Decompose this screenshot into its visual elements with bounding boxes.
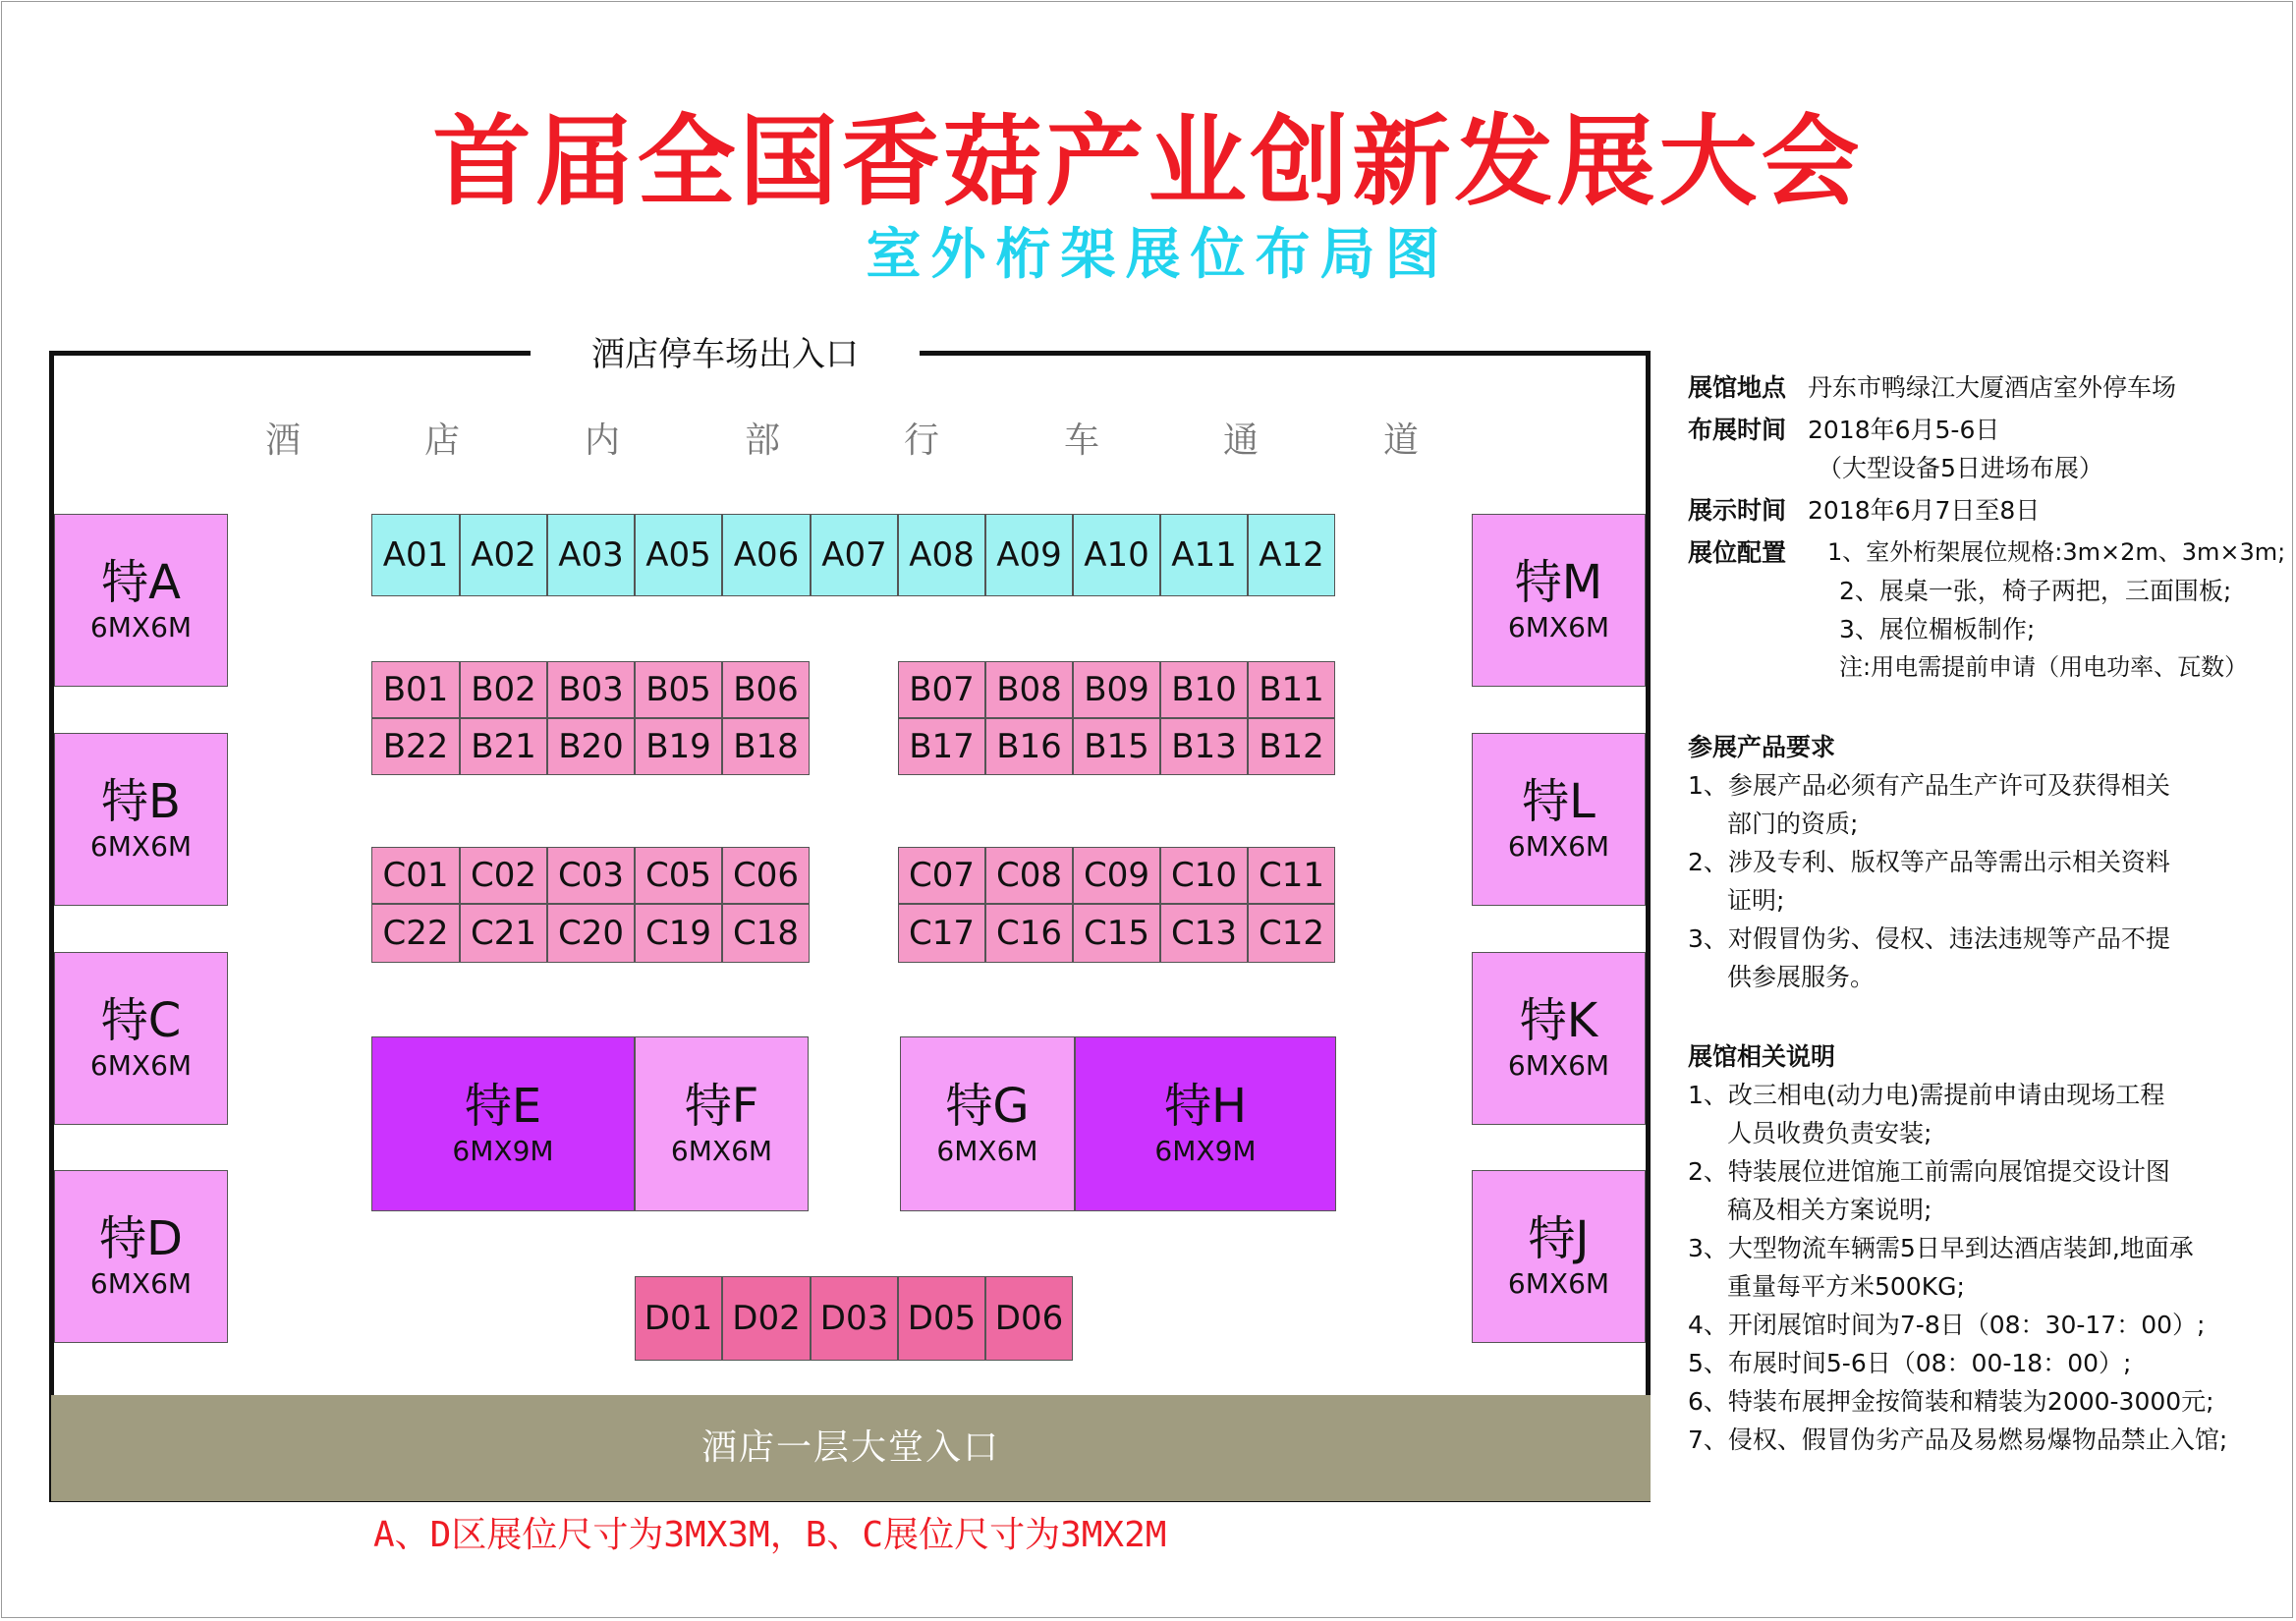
booth-b: B02	[460, 661, 547, 718]
booth-a: A07	[811, 514, 898, 596]
info-panel	[1688, 368, 2286, 1459]
config-item: 2、展桌一张，椅子两把，三面围板;	[1839, 577, 2232, 605]
products-item: 2、涉及专利、版权等产品等需出示相关资料	[1688, 848, 2170, 876]
special-booth-h	[1075, 1036, 1336, 1211]
config-row	[1688, 533, 2286, 572]
venue-note-cont: 人员收费负责安装;	[1727, 1119, 1932, 1147]
special-booth-size: 6MX6M	[1507, 1267, 1610, 1300]
special-booth-size: 6MX6M	[936, 1135, 1038, 1167]
special-booth-name: 特F	[684, 1079, 759, 1134]
road-char: 内	[584, 420, 620, 461]
booth-c: C10	[1160, 847, 1248, 904]
special-booth-name: 特A	[101, 555, 181, 610]
booth-b: B12	[1248, 718, 1335, 775]
booth-b: B03	[547, 661, 635, 718]
show-row	[1688, 491, 2277, 530]
special-booth-name: 特D	[99, 1211, 183, 1266]
special-booth-size: 6MX9M	[452, 1135, 554, 1167]
venue-note: 5、布展时间5-6日（08：00-18：00）;	[1688, 1349, 2132, 1377]
booth-b: B21	[460, 718, 547, 775]
special-booth-name: 特H	[1163, 1079, 1248, 1134]
booth-b: B07	[898, 661, 985, 718]
special-booth-name: 特E	[464, 1079, 542, 1134]
booth-b: B18	[722, 718, 810, 775]
products-item-cont: 证明;	[1727, 886, 1785, 915]
special-booth-l	[1472, 733, 1646, 906]
setup-key: 布展时间	[1688, 416, 1787, 444]
venue-note-cont: 稿及相关方案说明;	[1727, 1196, 1932, 1224]
road-char: 店	[423, 420, 460, 461]
lobby-entrance: 酒店一层大堂入口	[51, 1395, 1651, 1501]
booth-a: A05	[635, 514, 722, 596]
venue-wall-right	[1646, 351, 1651, 1502]
booth-c: C02	[460, 847, 547, 904]
booth-a: A02	[460, 514, 547, 596]
special-booth-name: 特L	[1522, 774, 1596, 829]
booth-b: B15	[1073, 718, 1160, 775]
special-booth-name: 特B	[101, 774, 181, 829]
venue-notes-title: 展馆相关说明	[1688, 1042, 1836, 1071]
special-booth-name: 特M	[1514, 555, 1603, 610]
booth-c: C17	[898, 904, 985, 963]
special-booth-e	[371, 1036, 635, 1211]
booth-c: C08	[985, 847, 1073, 904]
setup-value: 2018年6月5-6日	[1808, 416, 2000, 444]
special-booth-size: 6MX6M	[89, 1267, 193, 1300]
special-booth-name: 特J	[1528, 1211, 1590, 1266]
road-char: 道	[1382, 420, 1419, 461]
venue-note: 1、改三相电(动力电)需提前申请由现场工程	[1688, 1081, 2165, 1109]
booth-c: C12	[1248, 904, 1335, 963]
venue-note: 2、特装展位进馆施工前需向展馆提交设计图	[1688, 1157, 2170, 1186]
show-value: 2018年6月7日至8日	[1808, 496, 2041, 525]
booth-c: C21	[460, 904, 547, 963]
config-item: 1、室外桁架展位规格:3m×2m、3m×3m;	[1827, 538, 2286, 566]
booth-b: B16	[985, 718, 1073, 775]
setup-note: （大型设备5日进场布展）	[1818, 454, 2103, 482]
special-booth-d	[54, 1170, 228, 1343]
booth-c: C01	[371, 847, 460, 904]
parking-entrance-label: 酒店停车场出入口	[531, 330, 920, 379]
special-booth-j	[1472, 1170, 1646, 1343]
booth-b: B19	[635, 718, 722, 775]
booth-d: D01	[635, 1276, 722, 1361]
booth-b: B05	[635, 661, 722, 718]
booth-c: C11	[1248, 847, 1335, 904]
booth-a: A11	[1160, 514, 1248, 596]
products-item-cont: 供参展服务。	[1727, 963, 1876, 991]
booth-c: C07	[898, 847, 985, 904]
booth-a: A10	[1073, 514, 1160, 596]
special-booth-name: 特C	[100, 993, 182, 1048]
venue-note: 3、大型物流车辆需5日早到达酒店装卸,地面承	[1688, 1234, 2194, 1262]
special-booth-size: 6MX6M	[1507, 611, 1610, 643]
special-booth-name: 特G	[945, 1079, 1030, 1134]
booth-d: D06	[985, 1276, 1073, 1361]
location-key: 展馆地点	[1688, 373, 1787, 402]
location-value: 丹东市鸭绿江大厦酒店室外停车场	[1808, 373, 2177, 402]
products-item: 3、对假冒伪劣、侵权、违法违规等产品不提	[1688, 924, 2170, 953]
booth-a: A03	[547, 514, 635, 596]
special-booth-size: 6MX6M	[89, 1049, 193, 1082]
booth-c: C19	[635, 904, 722, 963]
booth-b: B13	[1160, 718, 1248, 775]
booth-d: D05	[898, 1276, 985, 1361]
booth-a: A01	[371, 514, 460, 596]
products-item-cont: 部门的资质;	[1727, 810, 1859, 838]
booth-b: B10	[1160, 661, 1248, 718]
config-item: 注:用电需提前申请（用电功率、瓦数）	[1839, 653, 2249, 681]
booth-c: C09	[1073, 847, 1160, 904]
venue-note: 7、侵权、假冒伪劣产品及易燃易爆物品禁止入馆;	[1688, 1425, 2228, 1454]
booth-c: C20	[547, 904, 635, 963]
booth-b: B11	[1248, 661, 1335, 718]
booth-b: B20	[547, 718, 635, 775]
booth-a: A09	[985, 514, 1073, 596]
special-booth-name: 特K	[1519, 993, 1598, 1048]
booth-d: D03	[811, 1276, 898, 1361]
config-item: 3、展位楣板制作;	[1839, 615, 2036, 643]
booth-c: C16	[985, 904, 1073, 963]
booth-b: B17	[898, 718, 985, 775]
booth-c: C06	[722, 847, 810, 904]
special-booth-size: 6MX6M	[1507, 830, 1610, 863]
road-char: 车	[1063, 420, 1099, 461]
booth-b: B01	[371, 661, 460, 718]
booth-c: C03	[547, 847, 635, 904]
special-booth-a	[54, 514, 228, 687]
booth-b: B06	[722, 661, 810, 718]
special-booth-m	[1472, 514, 1646, 687]
booth-a: A06	[722, 514, 811, 596]
special-booth-size: 6MX6M	[89, 611, 193, 643]
booth-d: D02	[722, 1276, 811, 1361]
venue-note: 6、特装布展押金按简装和精装为2000-3000元;	[1688, 1387, 2214, 1416]
page-title: 首届全国香菇产业创新发展大会	[432, 104, 1864, 219]
special-booth-b	[54, 733, 228, 906]
setup-row	[1688, 411, 2277, 449]
page-subtitle: 室外桁架展位布局图	[866, 223, 1450, 287]
booth-b: B08	[985, 661, 1073, 718]
booth-b: B22	[371, 718, 460, 775]
config-key: 展位配置	[1688, 538, 1787, 567]
special-booth-size: 6MX9M	[1154, 1135, 1257, 1167]
road-char: 酒	[264, 420, 301, 461]
special-booth-c	[54, 952, 228, 1125]
road-char: 行	[903, 420, 939, 461]
special-booth-k	[1472, 952, 1646, 1125]
location-row	[1688, 368, 2277, 407]
booth-a: A12	[1248, 514, 1335, 596]
road-char: 部	[744, 420, 780, 461]
booth-b: B09	[1073, 661, 1160, 718]
booth-c: C13	[1160, 904, 1248, 963]
special-booth-size: 6MX6M	[1507, 1049, 1610, 1082]
booth-c: C22	[371, 904, 460, 963]
venue-note-cont: 重量每平方米500KG;	[1727, 1272, 1965, 1301]
products-title: 参展产品要求	[1688, 733, 1836, 761]
road-char: 通	[1222, 420, 1259, 461]
booth-c: C05	[635, 847, 722, 904]
booth-a: A08	[898, 514, 985, 596]
special-booth-g	[900, 1036, 1075, 1211]
special-booth-f	[635, 1036, 809, 1211]
booth-c: C15	[1073, 904, 1160, 963]
booth-size-note: A、D区展位尺寸为3MX3M，B、C展位尺寸为3MX2M	[373, 1515, 1167, 1555]
venue-note: 4、开闭展馆时间为7-8日（08：30-17：00）;	[1688, 1311, 2206, 1339]
special-booth-size: 6MX6M	[89, 830, 193, 863]
special-booth-size: 6MX6M	[670, 1135, 773, 1167]
booth-c: C18	[722, 904, 810, 963]
products-item: 1、参展产品必须有产品生产许可及获得相关	[1688, 771, 2170, 800]
show-key: 展示时间	[1688, 496, 1787, 525]
